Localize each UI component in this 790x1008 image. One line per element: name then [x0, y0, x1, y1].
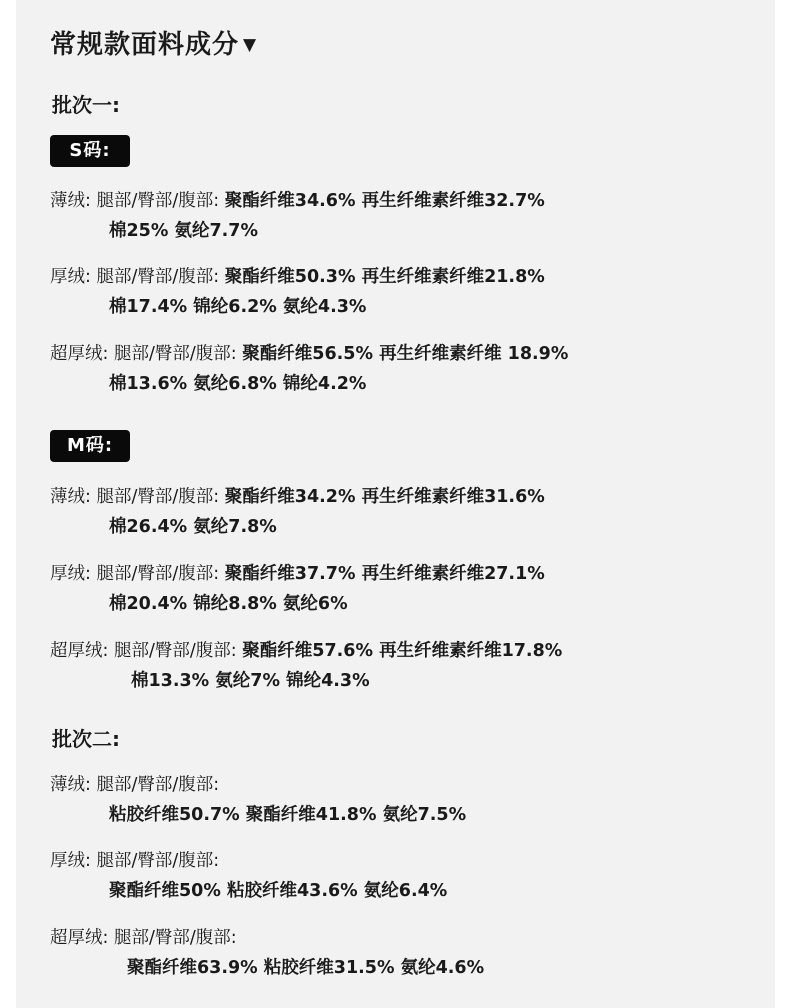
- fabric-type-label: 薄绒:: [50, 487, 91, 507]
- batch2-row-thin: [50, 770, 466, 830]
- composition-line-2: 棉13.6% 氨纶6.8% 锦纶4.2%: [109, 374, 367, 394]
- caret-down-icon[interactable]: ▼: [243, 35, 258, 55]
- batch1-m-row-thin: [50, 482, 545, 542]
- body-area-label: 腿部/臀部/腹部:: [96, 564, 220, 584]
- composition-line-2: 棉17.4% 锦纶6.2% 氨纶4.3%: [109, 297, 367, 317]
- composition-line-1: 聚酯纤维57.6% 再生纤维素纤维17.8%: [242, 641, 563, 661]
- composition-line: 聚酯纤维63.9% 粘胶纤维31.5% 氨纶4.6%: [127, 958, 485, 978]
- batch1-s-row-extra-thick: [50, 339, 568, 399]
- composition-line-1: 聚酯纤维34.6% 再生纤维素纤维32.7%: [224, 191, 545, 211]
- batch1-m-row-thick: [50, 559, 545, 619]
- fabric-type-label: 厚绒:: [50, 267, 91, 287]
- body-area-label: 腿部/臀部/腹部:: [96, 851, 220, 871]
- body-area-label: 腿部/臀部/腹部:: [96, 487, 220, 507]
- composition-line-1: 聚酯纤维34.2% 再生纤维素纤维31.6%: [224, 487, 545, 507]
- batch1-s-row-thick: [50, 262, 545, 322]
- body-area-label: 腿部/臀部/腹部:: [113, 641, 237, 661]
- fabric-type-label: 厚绒:: [50, 851, 91, 871]
- size-m-badge: M码:: [50, 430, 130, 462]
- composition-line: 粘胶纤维50.7% 聚酯纤维41.8% 氨纶7.5%: [109, 805, 467, 825]
- batch2-row-extra-thick: [50, 923, 484, 983]
- composition-line-2: 棉13.3% 氨纶7% 锦纶4.3%: [131, 671, 370, 691]
- composition-line-1: 聚酯纤维50.3% 再生纤维素纤维21.8%: [224, 267, 545, 287]
- composition-line-2: 棉20.4% 锦纶8.8% 氨纶6%: [109, 594, 348, 614]
- batch1-s-row-thin: [50, 186, 545, 246]
- fabric-type-label: 超厚绒:: [50, 641, 109, 661]
- batch-2-heading: 批次二:: [52, 727, 120, 751]
- composition-panel: [16, 0, 775, 1008]
- composition-line-1: 聚酯纤维56.5% 再生纤维素纤维 18.9%: [242, 344, 569, 364]
- fabric-type-label: 薄绒:: [50, 775, 91, 795]
- composition-line-2: 棉25% 氨纶7.7%: [109, 221, 259, 241]
- batch-1-heading: 批次一:: [52, 93, 120, 117]
- body-area-label: 腿部/臀部/腹部:: [96, 775, 220, 795]
- body-area-label: 腿部/臀部/腹部:: [96, 191, 220, 211]
- fabric-type-label: 超厚绒:: [50, 928, 109, 948]
- composition-line: 聚酯纤维50% 粘胶纤维43.6% 氨纶6.4%: [109, 881, 448, 901]
- fabric-type-label: 薄绒:: [50, 191, 91, 211]
- section-title[interactable]: [50, 28, 257, 62]
- composition-line-2: 棉26.4% 氨纶7.8%: [109, 517, 277, 537]
- size-s-badge: S码:: [50, 135, 130, 167]
- batch2-row-thick: [50, 846, 447, 906]
- body-area-label: 腿部/臀部/腹部:: [113, 928, 237, 948]
- body-area-label: 腿部/臀部/腹部:: [96, 267, 220, 287]
- body-area-label: 腿部/臀部/腹部:: [113, 344, 237, 364]
- fabric-type-label: 厚绒:: [50, 564, 91, 584]
- fabric-type-label: 超厚绒:: [50, 344, 109, 364]
- composition-line-1: 聚酯纤维37.7% 再生纤维素纤维27.1%: [224, 564, 545, 584]
- section-title-text: 常规款面料成分: [50, 30, 240, 60]
- batch1-m-row-extra-thick: [50, 636, 562, 696]
